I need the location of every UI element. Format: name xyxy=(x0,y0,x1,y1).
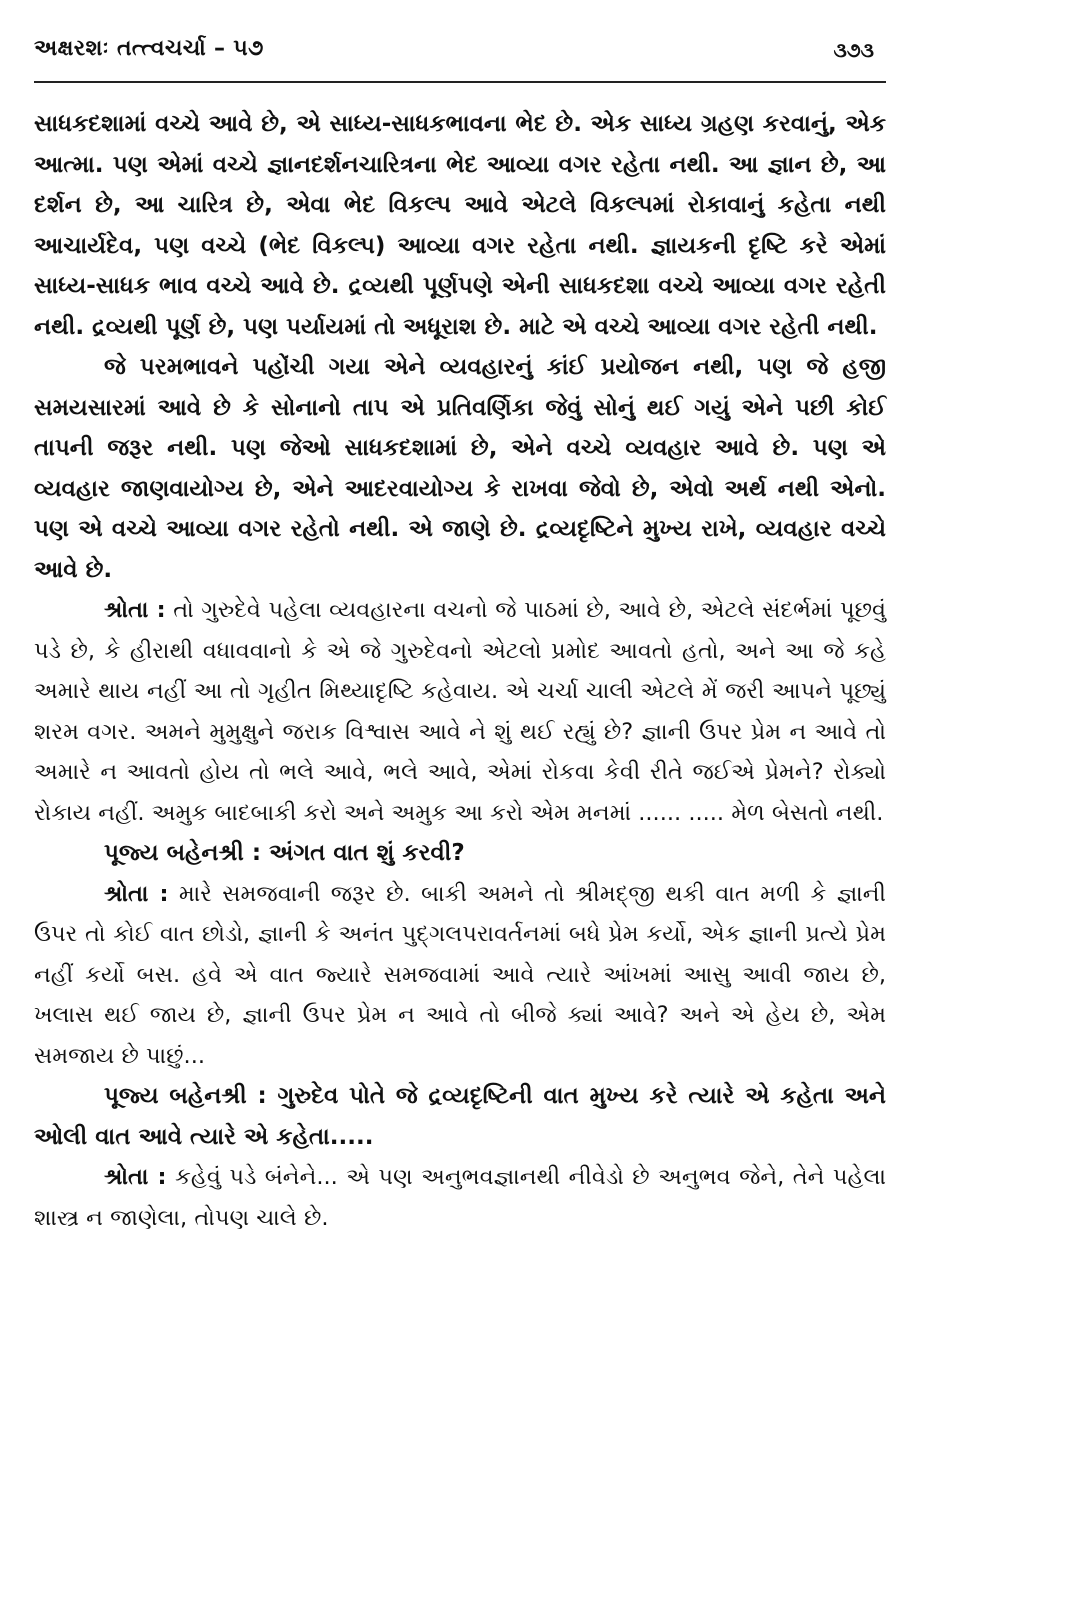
dialogue-listener-2 xyxy=(34,874,886,1077)
page-body xyxy=(34,104,886,1238)
dialogue-listener-1 xyxy=(34,590,886,833)
page-number: ૩૭૩ xyxy=(833,38,874,62)
dialogue-text: અંગત વાત શું કરવી? xyxy=(269,840,465,866)
paragraph-text: સાધકદશામાં વચ્ચે આવે છે, એ સાધ્ય-સાધકભાવના ભેદ છે. એક સાધ્ય ગ્રહણ કરવાનું, એક આત્મા. પણ એમાં વચ્ચે જ્ઞાનદર્શનચારિત્રના ભેદ આવ્યા વગર રહેતા નથી. આ જ્ઞાન છે, આ દર્શન છે, આ ચારિત્ર છે, એવા ભેદ વિકલ્પ આવે એટલે વિકલ્પમાં રોકાવાનું કહેતા નથી આચાર્યદેવ, પણ વચ્ચે (ભેદ વિકલ્પ) આવ્યા વગર રહેતા નથી. જ્ઞાયકની દૃષ્ટિ કરે એમાં સાધ્ય-સાધક ભાવ વચ્ચે આવે છે. દ્રવ્યથી પૂર્ણપણે એની સાધકદશા વચ્ચે આવ્યા વગર રહેતી નથી. દ્રવ્યથી પૂર્ણ છે, પણ પર્યાયમાં તો અધૂરાશ છે. માટે એ વચ્ચે આવ્યા વગર રહેતી નથી. xyxy=(34,111,886,340)
dialogue-text: તો ગુરુદેવે પહેલા વ્યવહારના વચનો જે પાઠમાં છે, આવે છે, એટલે સંદર્ભમાં પૂછવું પડે છે, કે હીરાથી વધાવવાનો કે એ જે ગુરુદેવનો એટલો પ્રમોદ આવતો હતો, અને આ જે કહે અમારે થાય નહીં આ તો ગૃહીત મિથ્યાદૃષ્ટિ કહેવાય. એ ચર્ચા ચાલી એટલે મેં જરી આપને પૂછ્યું શરમ વગર. અમને મુમુક્ષુને જરાક વિશ્વાસ આવે ને શું થઈ રહ્યું છે? જ્ઞાની ઉપર પ્રેમ ન આવે તો અમારે ન આવતો હોય તો ભલે આવે, ભલે આવે, એમાં રોકવા કેવી રીતે જઈએ પ્રેમને? રોક્યો રોકાય નહીં. અમુક બાદબાકી કરો અને અમુક આ કરો એમ મનમાં ...... ..... મેળ બેસતો નથી. xyxy=(34,597,886,826)
dialogue-behenshri-2 xyxy=(34,1076,886,1157)
dialogue-listener-3 xyxy=(34,1157,886,1238)
dialogue-behenshri-1 xyxy=(34,833,886,874)
dialogue-text: ગુરુદેવ પોતે જે દ્રવ્યદૃષ્ટિની વાત મુખ્ય કરે ત્યારે એ કહેતા અને ઓલી વાત આવે ત્યારે એ કહેતા..... xyxy=(34,1083,886,1150)
book-page xyxy=(34,30,886,1231)
running-title: અક્ષરશઃ તત્ત્વચર્ચા – ૫૭ xyxy=(34,36,264,61)
speaker-label: શ્રોતા : xyxy=(104,597,166,623)
dialogue-text: કહેવું પડે બંનેને... એ પણ અનુભવજ્ઞાનથી નીવેડો છે અનુભવ જેને, તેને પહેલા શાસ્ત્ર ન જાણેલા, તોપણ ચાલે છે. xyxy=(34,1164,886,1231)
speaker-label: પૂજ્ય બહેનશ્રી : xyxy=(104,1083,267,1109)
page-header xyxy=(34,30,886,74)
speaker-label: શ્રોતા : xyxy=(104,1164,167,1190)
paragraph-2 xyxy=(34,347,886,590)
dialogue-text: મારે સમજવાની જરૂર છે. બાકી અમને તો શ્રીમદ્જી થકી વાત મળી કે જ્ઞાની ઉપર તો કોઈ વાત છોડો, જ્ઞાની કે અનંત પુદ્ગલપરાવર્તનમાં બધે પ્રેમ કર્યો, એક જ્ઞાની પ્રત્યે પ્રેમ નહીં કર્યો બસ. હવે એ વાત જ્યારે સમજવામાં આવે ત્યારે આંખમાં આસુ આવી જાય છે, ખલાસ થઈ જાય છે, જ્ઞાની ઉપર પ્રેમ ન આવે તો બીજે ક્યાં આવે? અને એ હેય છે, એમ સમજાય છે પાછું... xyxy=(34,880,886,1069)
speaker-label: શ્રોતા : xyxy=(104,880,169,907)
paragraph-text: જે પરમભાવને પહોંચી ગયા એને વ્યવહારનું કાંઈ પ્રયોજન નથી, પણ જે હજી સમયસારમાં આવે છે કે સોનાનો તાપ એ પ્રતિવર્ણિકા જેવું સોનું થઈ ગયું એને પછી કોઈ તાપની જરૂર નથી. પણ જેઓ સાધકદશામાં છે, એને વચ્ચે વ્યવહાર આવે છે. પણ એ વ્યવહાર જાણવાયોગ્ય છે, એને આદરવાયોગ્ય કે રાખવા જેવો છે, એવો અર્થ નથી એનો. પણ એ વચ્ચે આવ્યા વગર રહેતો નથી. એ જાણે છે. દ્રવ્યદૃષ્ટિને મુખ્ય રાખે, વ્યવહાર વચ્ચે આવે છે. xyxy=(34,354,886,583)
header-rule xyxy=(34,81,886,83)
paragraph-1 xyxy=(34,104,886,347)
speaker-label: પૂજ્ય બહેનશ્રી : xyxy=(104,840,262,866)
